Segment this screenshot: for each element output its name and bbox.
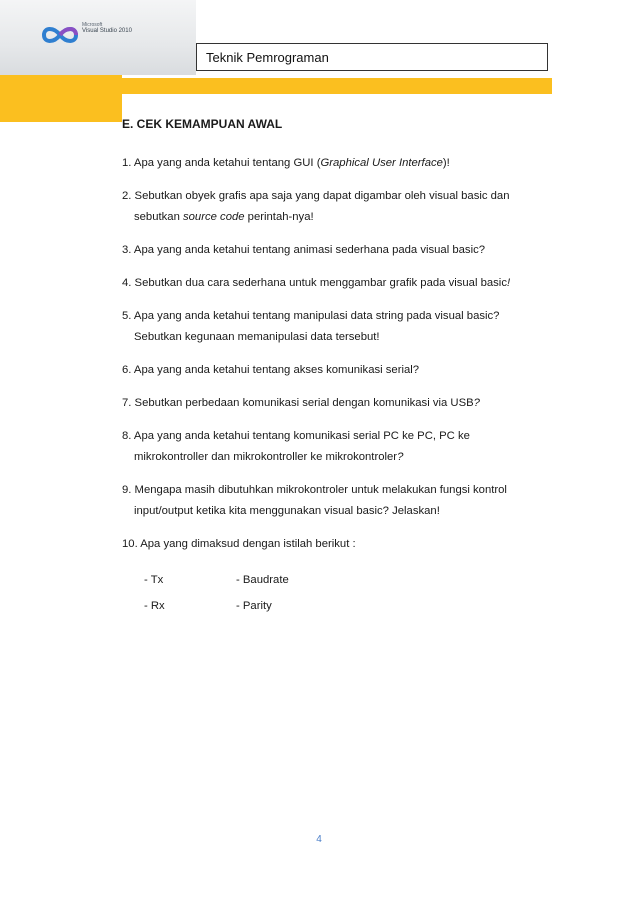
question-text: perintah-nya! bbox=[244, 211, 314, 223]
question-9 bbox=[122, 480, 542, 522]
question-text: 2. Sebutkan obyek grafis apa saja yang dapat digambar oleh visual basic dan bbox=[122, 190, 510, 202]
question-7 bbox=[122, 393, 542, 414]
question-text: 9. Mengapa masih dibutuhkan mikrokontroler untuk melakukan fungsi kontrol bbox=[122, 484, 507, 496]
question-italic: source code bbox=[183, 211, 245, 223]
question-italic: ? bbox=[397, 451, 404, 463]
header-accent-band bbox=[0, 78, 552, 94]
question-line2: input/output ketika kita menggunakan visual basic? Jelaskan! bbox=[134, 505, 440, 517]
question-text: 3. Apa yang anda ketahui tentang animasi sederhana pada visual basic? bbox=[122, 244, 486, 256]
term-row bbox=[122, 593, 542, 619]
term-row bbox=[122, 567, 542, 593]
question-1 bbox=[122, 153, 542, 174]
question-text: mikrokontroller dan mikrokontroller ke mikrokontroler bbox=[134, 451, 398, 463]
document-body bbox=[122, 117, 542, 619]
term-item: - Parity bbox=[236, 600, 272, 612]
question-6 bbox=[122, 360, 542, 381]
question-8 bbox=[122, 426, 542, 468]
header-title-box bbox=[196, 43, 548, 71]
question-text: 8. Apa yang anda ketahui tentang komunikasi serial PC ke PC, PC ke bbox=[122, 430, 470, 442]
question-text: 6. Apa yang anda ketahui tentang akses komunikasi serial? bbox=[122, 364, 420, 376]
header-title: Teknik Pemrograman bbox=[206, 50, 329, 65]
question-text: sebutkan bbox=[134, 211, 183, 223]
question-text: 7. Sebutkan perbedaan komunikasi serial dengan komunikasi via USB bbox=[122, 397, 474, 409]
question-text: 1. Apa yang anda ketahui tentang GUI ( bbox=[122, 157, 321, 169]
section-title: E. CEK KEMAMPUAN AWAL bbox=[122, 117, 283, 131]
term-item: - Rx bbox=[144, 600, 165, 612]
question-italic: ? bbox=[473, 397, 480, 409]
question-text: )! bbox=[442, 157, 450, 169]
logo-wordmark bbox=[82, 22, 132, 34]
logo-product: Visual Studio 2010 bbox=[82, 28, 132, 34]
question-line2 bbox=[122, 207, 542, 228]
question-10 bbox=[122, 534, 542, 555]
term-item: - Baudrate bbox=[236, 574, 289, 586]
question-line2 bbox=[122, 447, 542, 468]
logo-brand: Microsoft bbox=[82, 22, 103, 28]
term-item: - Tx bbox=[144, 574, 164, 586]
page-number: 4 bbox=[316, 834, 322, 845]
question-2 bbox=[122, 186, 542, 228]
question-3 bbox=[122, 240, 542, 261]
question-line2: Sebutkan kegunaan memanipulasi data tersebut! bbox=[134, 331, 380, 343]
terms-list bbox=[122, 567, 542, 619]
question-italic: ! bbox=[506, 277, 511, 289]
visual-studio-logo bbox=[0, 0, 196, 75]
question-text: 4. Sebutkan dua cara sederhana untuk menggambar grafik pada visual basic bbox=[122, 277, 507, 289]
question-4 bbox=[122, 273, 542, 294]
question-text: 10. Apa yang dimaksud dengan istilah berikut : bbox=[122, 538, 356, 550]
question-5 bbox=[122, 306, 542, 348]
question-text: 5. Apa yang anda ketahui tentang manipulasi data string pada visual basic? bbox=[122, 310, 500, 322]
question-italic: Graphical User Interface bbox=[320, 157, 443, 169]
infinity-icon bbox=[40, 26, 80, 44]
